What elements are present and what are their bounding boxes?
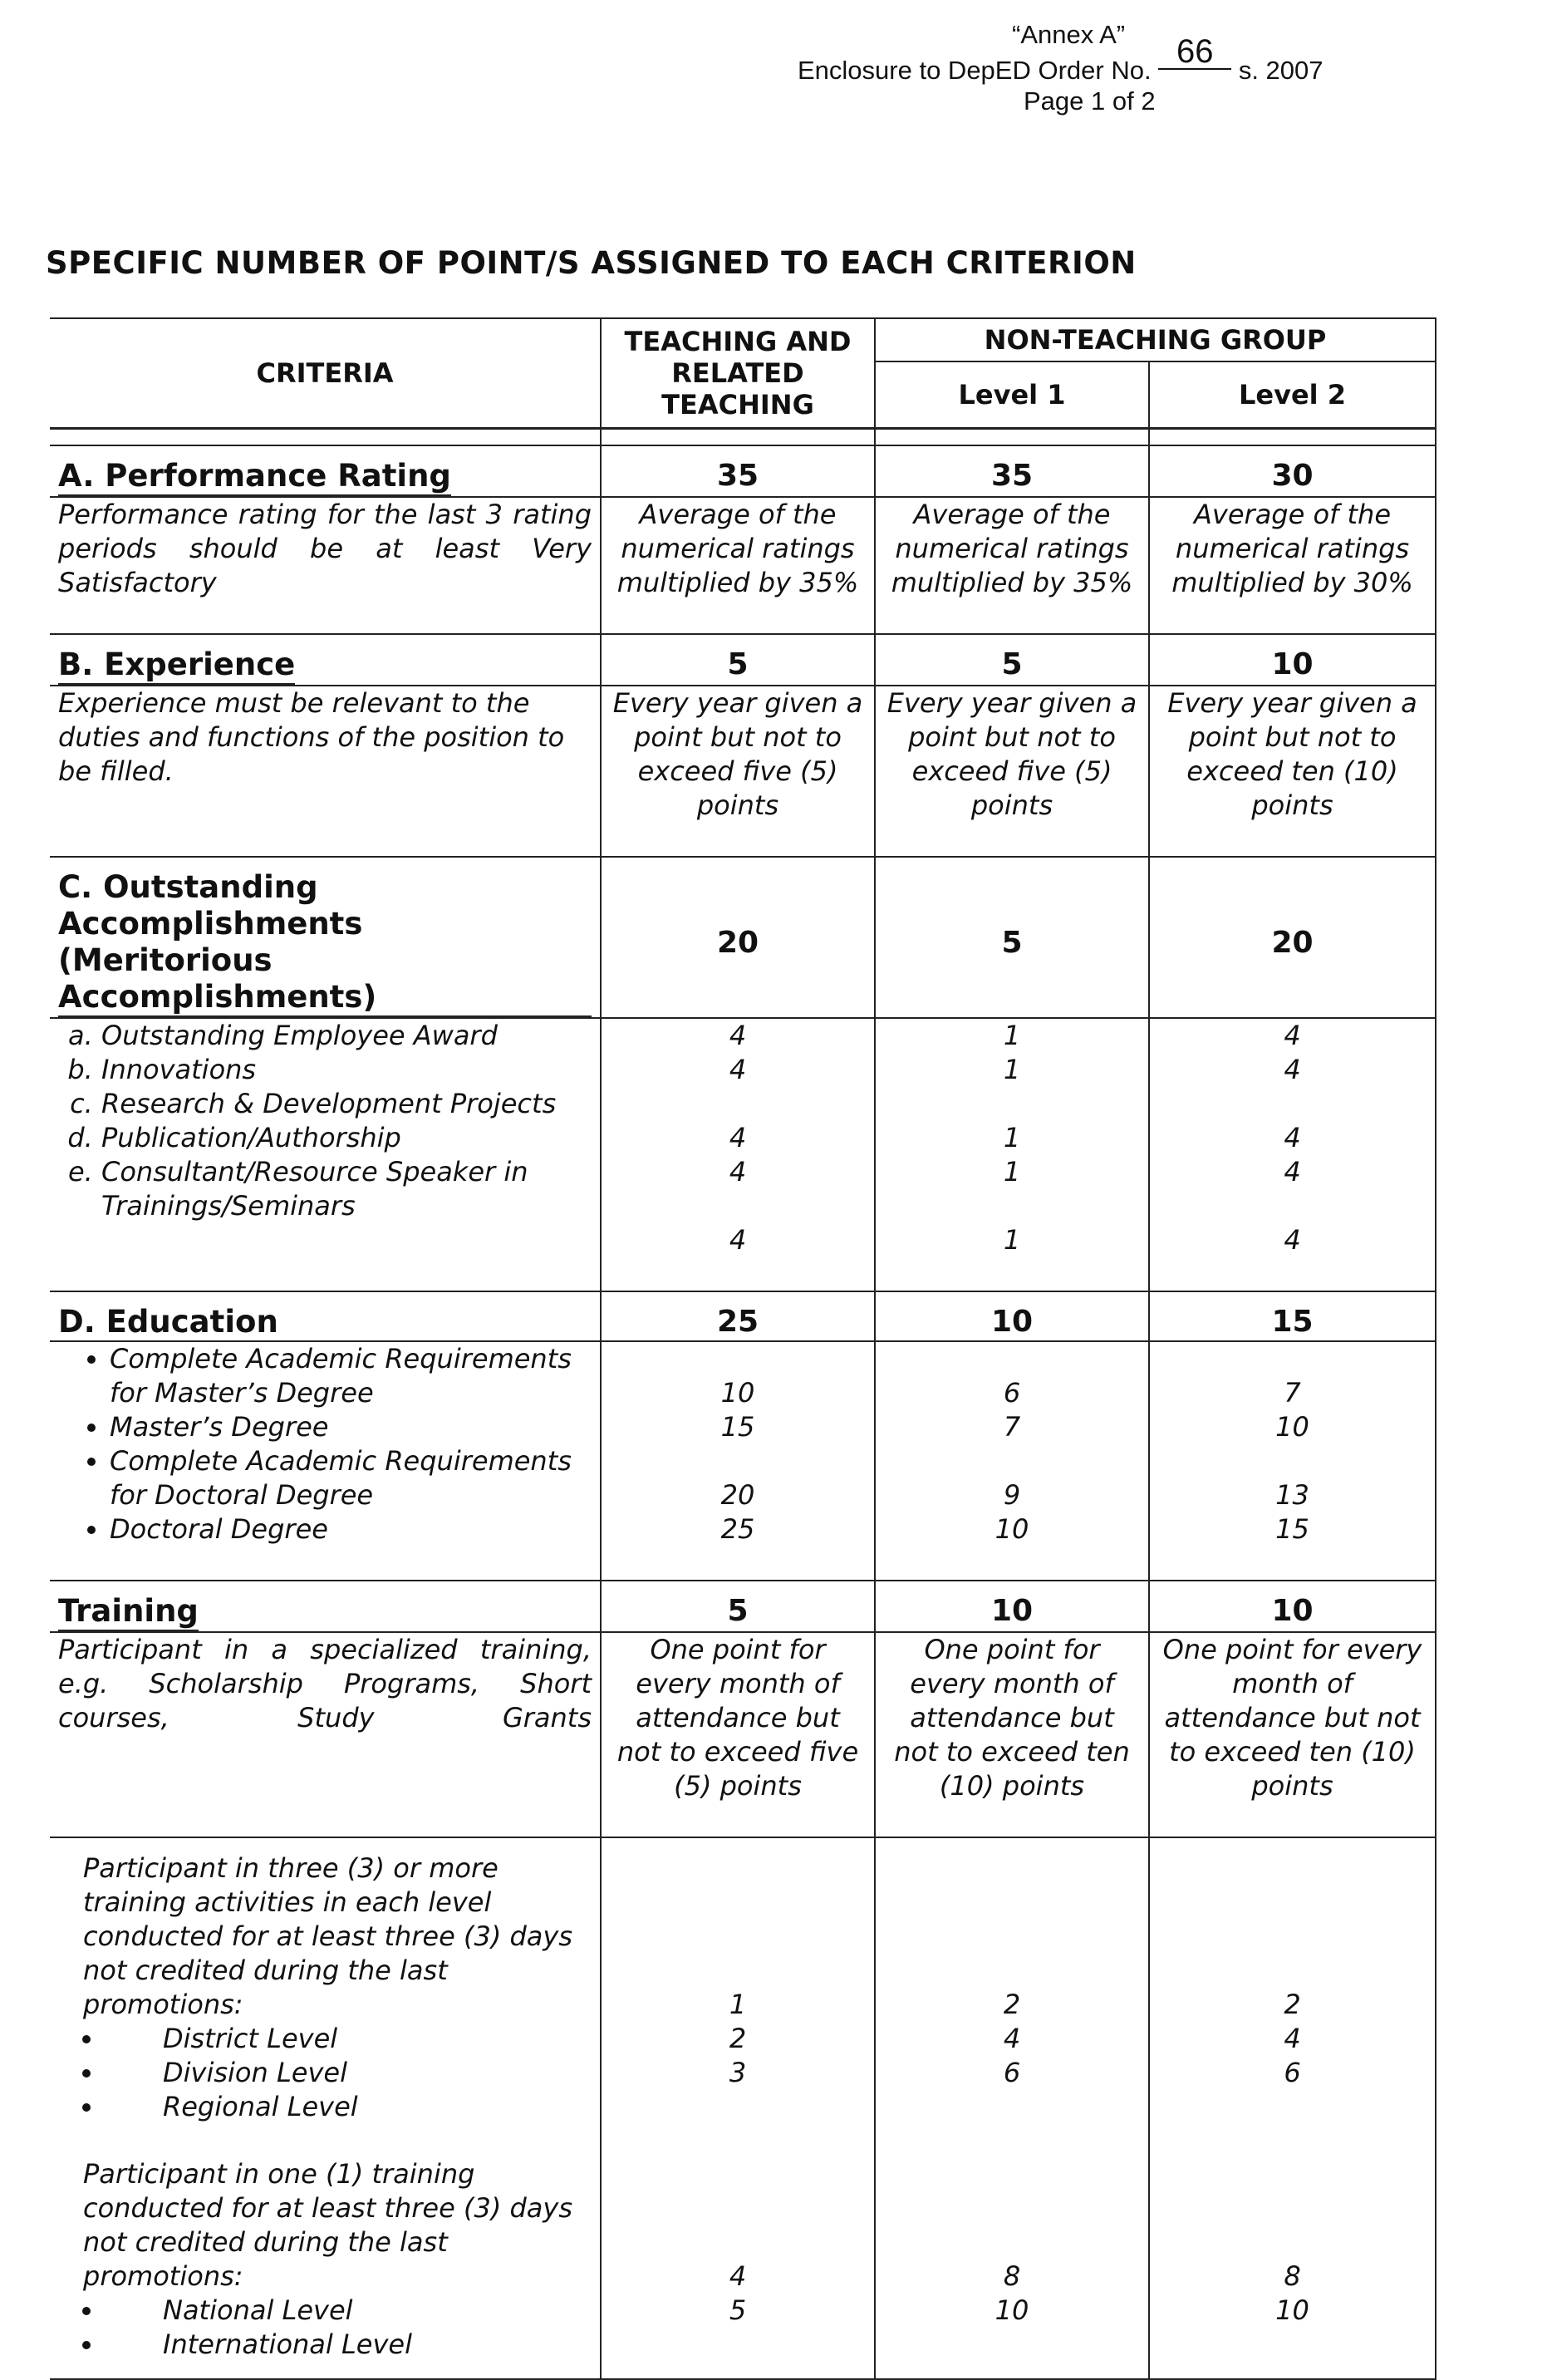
section-e-points-level2: 10: [1149, 1581, 1436, 1632]
list-item: • Complete Academic Requirements for Doctoral Degree: [110, 1444, 592, 1512]
section-d-row: [50, 1291, 1436, 1341]
list-item: • Master’s Degree: [110, 1410, 592, 1444]
value: 4: [1284, 1054, 1301, 1085]
section-a-note-level2: Average of the numerical ratings multiplied by 30%: [1149, 497, 1436, 634]
section-c-values-level1: [875, 1018, 1149, 1291]
criteria-table: [50, 317, 1436, 2380]
section-b-points-teaching: 5: [601, 634, 875, 686]
header-non-teaching: NON-TEACHING GROUP: [875, 318, 1436, 361]
section-d-points-teaching: 25: [601, 1291, 875, 1341]
training-group1-list: [83, 2022, 592, 2124]
training-group1-values-level2: [1149, 1837, 1436, 2124]
section-a-points-level1: 35: [875, 445, 1149, 497]
value: 8: [1003, 2260, 1021, 2292]
value: 6: [1003, 1377, 1021, 1409]
enclosure-prefix: Enclosure to DepED Order No.: [798, 56, 1152, 85]
section-e-points-teaching: 5: [601, 1581, 875, 1632]
value: 5: [729, 2294, 747, 2326]
section-d-values-teaching: [601, 1341, 875, 1581]
value: 10: [1275, 1411, 1309, 1443]
training-group2-values-teaching: [601, 2124, 875, 2379]
value: 15: [1275, 1513, 1309, 1545]
value: 8: [1284, 2260, 1301, 2292]
value: 1: [1003, 1054, 1021, 1085]
list-item: • Doctoral Degree: [110, 1512, 592, 1547]
value: 4: [729, 1122, 747, 1153]
section-a-desc: Performance rating for the last 3 rating periods should be at least Very Satisfactory: [50, 497, 601, 634]
section-c-points-teaching: 20: [601, 857, 875, 1018]
value: 9: [1003, 1479, 1021, 1511]
list-item: c. Research & Development Projects: [101, 1087, 592, 1121]
value: 7: [1003, 1411, 1021, 1443]
list-item: e. Consultant/Resource Speaker in Trainings/Seminars: [101, 1155, 592, 1223]
value: 13: [1275, 1479, 1309, 1511]
value: 10: [994, 1513, 1029, 1545]
section-e-note-level2: One point for every month of attendance but not to exceed ten (10) points: [1149, 1632, 1436, 1837]
order-year: s. 2007: [1238, 56, 1324, 85]
value: 20: [720, 1479, 755, 1511]
training-group2-cell: [50, 2124, 601, 2379]
section-d-list-cell: [50, 1341, 601, 1581]
section-c-points-level1: 5: [875, 857, 1149, 1018]
training-group1-intro: Participant in three (3) or more training activities in each level conducted for at least three (3) days not credited during the last promotions:: [83, 1852, 572, 2020]
section-e-note-level1: One point for every month of attendance but not to exceed ten (10) points: [875, 1632, 1149, 1837]
section-c-values-level2: [1149, 1018, 1436, 1291]
list-item: • International Level: [105, 2328, 592, 2362]
header-criteria: CRITERIA: [50, 318, 601, 429]
value: 1: [1003, 1020, 1021, 1051]
section-e-note-teaching: One point for every month of attendance but not to exceed five (5) points: [601, 1632, 875, 1837]
value: 4: [1284, 1122, 1301, 1153]
list-item: a. Outstanding Employee Award: [101, 1019, 592, 1053]
section-d-title: D. Education: [58, 1304, 278, 1340]
value: 6: [1284, 2057, 1301, 2088]
section-c-row: [50, 857, 1436, 1018]
training-group1-values-teaching: [601, 1837, 875, 2124]
section-e-desc: Participant in a specialized training, e.g. Scholarship Programs, Short courses, Study Grants: [50, 1632, 601, 1837]
value: 4: [729, 2260, 747, 2292]
page-number: Page 1 of 2: [1024, 86, 1156, 116]
section-b-row: [50, 634, 1436, 686]
document-title: SPECIFIC NUMBER OF POINT/S ASSIGNED TO EACH CRITERION: [46, 245, 1137, 281]
section-a-note-teaching: Average of the numerical ratings multiplied by 35%: [601, 497, 875, 634]
value: 2: [1003, 1989, 1021, 2020]
section-e-row: [50, 1581, 1436, 1632]
section-b-title: B. Experience: [58, 647, 295, 685]
value: 4: [1284, 2023, 1301, 2054]
value: 4: [729, 1020, 747, 1051]
training-group2-values-level2: [1149, 2124, 1436, 2379]
value: 10: [720, 1377, 755, 1409]
value: 4: [1284, 1224, 1301, 1256]
section-c-title-line1: C. Outstanding Accomplishments: [58, 869, 363, 942]
value: 15: [720, 1411, 755, 1443]
list-item: • Complete Academic Requirements for Master’s Degree: [110, 1342, 592, 1410]
section-d-values-level1: [875, 1341, 1149, 1581]
value: 4: [729, 1156, 747, 1188]
section-a-note-level1: Average of the numerical ratings multiplied by 35%: [875, 497, 1149, 634]
list-item: • District Level: [105, 2022, 592, 2056]
value: 4: [729, 1224, 747, 1256]
section-a-row: [50, 445, 1436, 497]
value: 10: [994, 2294, 1029, 2326]
section-c-list: [58, 1019, 592, 1223]
section-b-note-level2: Every year given a point but not to exceed ten (10) points: [1149, 686, 1436, 857]
training-group2-values-level1: [875, 2124, 1149, 2379]
value: 4: [1284, 1020, 1301, 1051]
value: 1: [729, 1989, 747, 2020]
value: 25: [720, 1513, 755, 1545]
value: 4: [729, 1054, 747, 1085]
section-b-points-level2: 10: [1149, 634, 1436, 686]
section-b-points-level1: 5: [875, 634, 1149, 686]
training-group2-intro: Participant in one (1) training conducted for at least three (3) days not credited during the last promotions:: [83, 2158, 572, 2292]
section-a-title: A. Performance Rating: [58, 458, 451, 496]
value: 6: [1003, 2057, 1021, 2088]
value: 4: [1284, 1156, 1301, 1188]
section-b-note-level1: Every year given a point but not to exceed five (5) points: [875, 686, 1149, 857]
section-c-list-cell: [50, 1018, 601, 1291]
value: 10: [1275, 2294, 1309, 2326]
section-c-points-level2: 20: [1149, 857, 1436, 1018]
section-c-title-line2: (Meritorious Accomplishments): [58, 942, 592, 1017]
list-item: • Division Level: [105, 2056, 592, 2090]
header-level1: Level 1: [875, 361, 1149, 429]
value: 1: [1003, 1156, 1021, 1188]
list-item: b. Innovations: [101, 1053, 592, 1087]
section-e-points-level1: 10: [875, 1581, 1149, 1632]
section-d-points-level1: 10: [875, 1291, 1149, 1341]
section-b-note-teaching: Every year given a point but not to exceed five (5) points: [601, 686, 875, 857]
value: 1: [1003, 1224, 1021, 1256]
section-b-desc: Experience must be relevant to the duties and functions of the position to be filled.: [50, 686, 601, 857]
value: 3: [729, 2057, 747, 2088]
list-item: • National Level: [105, 2294, 592, 2328]
annex-label: “Annex A”: [1012, 20, 1126, 49]
section-c-values-teaching: [601, 1018, 875, 1291]
training-group2-list: [83, 2294, 592, 2362]
order-number: 66: [1158, 35, 1231, 70]
value: 7: [1284, 1377, 1301, 1409]
section-d-points-level2: 15: [1149, 1291, 1436, 1341]
value: 4: [1003, 2023, 1021, 2054]
section-a-points-teaching: 35: [601, 445, 875, 497]
section-e-title: Training: [58, 1593, 199, 1631]
list-item: d. Publication/Authorship: [101, 1121, 592, 1155]
value: 2: [1284, 1989, 1301, 2020]
value: 1: [1003, 1122, 1021, 1153]
header-level2: Level 2: [1149, 361, 1436, 429]
training-group1-values-level1: [875, 1837, 1149, 2124]
value: 2: [729, 2023, 747, 2054]
section-d-list: [58, 1342, 592, 1547]
header-teaching: TEACHING AND RELATED TEACHING: [601, 318, 875, 429]
list-item: • Regional Level: [105, 2090, 592, 2124]
section-d-values-level2: [1149, 1341, 1436, 1581]
training-group1-cell: [50, 1837, 601, 2124]
section-a-points-level2: 30: [1149, 445, 1436, 497]
